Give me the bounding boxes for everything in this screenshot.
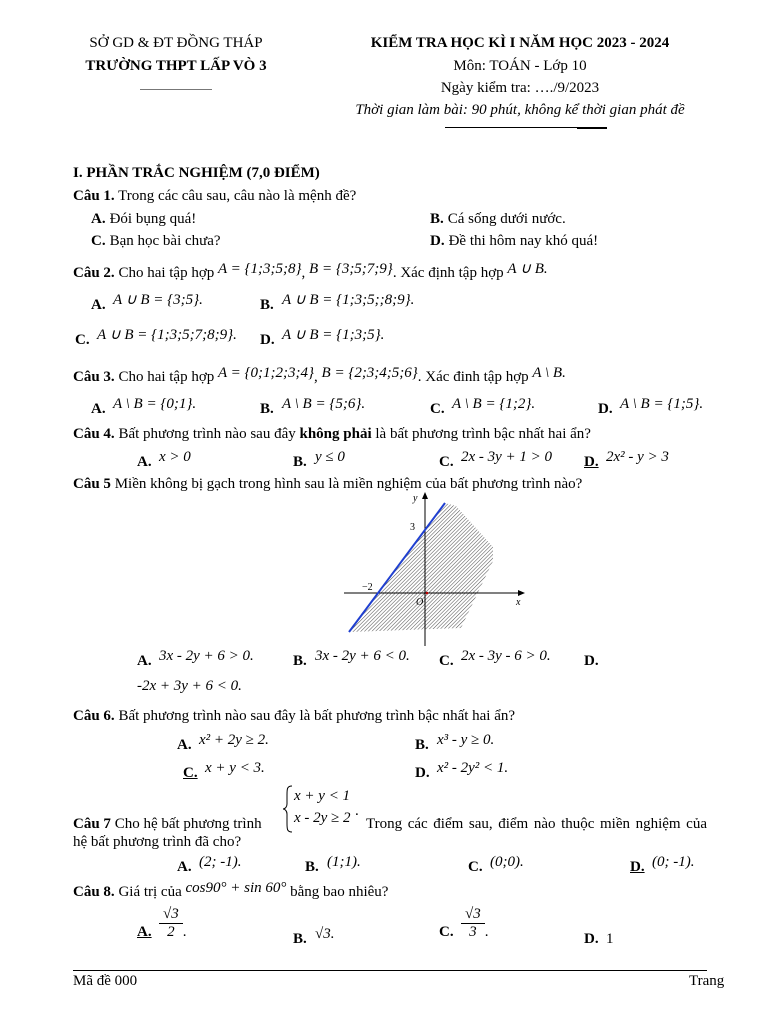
question-text: Cho hai tập hợp xyxy=(118,369,215,385)
option-letter: B. xyxy=(293,454,307,470)
y-axis-arrow-icon xyxy=(422,492,428,499)
option-letter: A. xyxy=(137,653,152,669)
option-letter: B. xyxy=(293,931,307,947)
footer-divider xyxy=(73,970,707,971)
solution-region-graph xyxy=(340,490,530,650)
option-math: x² - 2y² < 1. xyxy=(437,760,509,776)
question-1 xyxy=(73,187,356,205)
option-math: (1;1). xyxy=(327,854,361,870)
q1-option-d xyxy=(430,232,598,250)
q3-option-a xyxy=(91,395,197,417)
option-letter: B. xyxy=(305,859,319,875)
option-letter-marked: D. xyxy=(584,454,599,470)
option-letter: B. xyxy=(415,737,429,753)
option-math: x > 0 xyxy=(159,449,191,465)
option-letter-marked: A. xyxy=(137,924,152,940)
option-letter-marked: C. xyxy=(183,765,198,781)
option-letter: B. xyxy=(293,653,307,669)
option-letter: B. xyxy=(430,211,444,227)
question-text: Cho hai tập hợp xyxy=(118,265,215,281)
exam-code: Mã đề 000 xyxy=(73,973,138,989)
exam-duration: Thời gian làm bài: 90 phút, không kể thời gian phát đề xyxy=(355,102,685,118)
option-letter: C. xyxy=(430,401,445,417)
question-text: Trong các câu sau, câu nào là mệnh đề? xyxy=(118,188,357,204)
option-math: 2x - 3y - 6 > 0. xyxy=(461,648,551,664)
option-end: . xyxy=(484,924,489,940)
department-name: SỞ GD & ĐT ĐỒNG THÁP xyxy=(89,35,263,51)
question-3 xyxy=(73,365,566,386)
system-brace-icon xyxy=(282,785,294,833)
q7-option-a xyxy=(177,853,242,875)
fraction-numerator: √3 xyxy=(159,906,183,924)
set-b-expression: B = {3;5;7;9} xyxy=(309,261,393,277)
question-text-continued: Trong các điểm sau, điểm nào thuộc miền nghiệm của xyxy=(366,816,707,832)
set-a-expression: A = {1;3;5;8} xyxy=(218,261,302,277)
question-label: Câu 6. xyxy=(73,708,115,724)
school-name: TRƯỜNG THPT LẤP VÒ 3 xyxy=(85,58,267,74)
question-7 xyxy=(73,815,262,833)
option-end: . xyxy=(182,924,187,940)
fraction xyxy=(461,906,485,941)
option-letter: A. xyxy=(91,401,106,417)
y-tick-label: 3 xyxy=(410,522,415,533)
q5-option-b xyxy=(293,647,410,669)
option-letter: D. xyxy=(415,765,430,781)
q8-option-c xyxy=(439,906,488,941)
fraction xyxy=(159,906,183,941)
option-text: Đói bụng quá! xyxy=(109,211,197,227)
q2-option-a xyxy=(91,291,203,313)
q5-option-d xyxy=(584,647,606,669)
set-b-expression: B = {2;3;4;5;6} xyxy=(321,365,418,381)
question-label: Câu 5 xyxy=(73,476,111,492)
trig-expression: cos90° + sin 60° xyxy=(185,880,287,896)
option-math: x² + 2y ≥ 2. xyxy=(199,732,269,748)
option-math: y ≤ 0 xyxy=(315,449,345,465)
q3-option-d xyxy=(598,395,704,417)
q8-option-a xyxy=(137,906,186,941)
option-letter: B. xyxy=(260,297,274,313)
y-axis-label: y xyxy=(413,493,418,504)
q7-option-b xyxy=(305,853,361,875)
option-math: A \ B = {5;6}. xyxy=(282,396,366,412)
q1-option-b xyxy=(430,210,566,228)
option-math: x + y < 3. xyxy=(205,760,265,776)
option-math: (0;0). xyxy=(490,854,524,870)
option-math: A \ B = {0;1}. xyxy=(113,396,197,412)
option-math: 2x - 3y + 1 > 0 xyxy=(461,449,553,465)
option-letter: C. xyxy=(439,454,454,470)
system-end-period: . xyxy=(355,803,359,819)
q7-option-d xyxy=(630,853,695,875)
origin-marker xyxy=(426,592,429,595)
question-text-after: . Xác định tập hợp xyxy=(392,265,504,281)
q8-option-b xyxy=(293,925,335,947)
separator: , xyxy=(314,369,318,385)
question-label: Câu 1. xyxy=(73,188,115,204)
option-letter: D. xyxy=(584,931,599,947)
origin-label: O xyxy=(416,597,424,608)
option-math: 2x² - y > 3 xyxy=(606,449,669,465)
question-label: Câu 4. xyxy=(73,426,115,442)
section-title: I. PHẦN TRẮC NGHIỆM (7,0 ĐIỂM) xyxy=(73,165,320,181)
x-axis-arrow-icon xyxy=(518,590,525,596)
q1-option-c xyxy=(91,232,221,250)
q1-option-a xyxy=(91,210,196,228)
q3-option-b xyxy=(260,395,366,417)
option-letter: A. xyxy=(91,211,106,227)
hatched-region xyxy=(349,503,493,632)
question-text: Bất phương trình nào sau đây là bất phương trình bậc nhất hai ẩn? xyxy=(118,708,516,724)
option-text: 1 xyxy=(606,931,614,947)
exam-subject: Môn: TOÁN - Lớp 10 xyxy=(453,58,587,74)
option-letter: A. xyxy=(177,859,192,875)
option-letter: B. xyxy=(260,401,274,417)
q8-option-d xyxy=(584,930,614,948)
q2-option-b xyxy=(260,291,415,313)
option-letter: A. xyxy=(91,297,106,313)
school-underline xyxy=(140,89,212,90)
question-text-after: . Xác đinh tập hợp xyxy=(417,369,529,385)
question-text-wrap: hệ bất phương trình đã cho? xyxy=(73,834,242,850)
option-text: Cá sống dưới nước. xyxy=(447,211,566,227)
fraction-denominator: 3 xyxy=(469,924,477,940)
q2-option-d xyxy=(260,326,385,348)
option-letter: C. xyxy=(75,332,90,348)
page-label: Trang xyxy=(689,973,725,989)
fraction-denominator: 2 xyxy=(167,924,175,940)
question-label: Câu 2. xyxy=(73,265,115,281)
option-text: Bạn học bài chưa? xyxy=(109,233,221,249)
question-text-after: bằng bao nhiêu? xyxy=(290,884,389,900)
question-text: Bất phương trình nào sau đây xyxy=(118,426,296,442)
option-math: 3x - 2y + 6 > 0. xyxy=(159,648,254,664)
question-2 xyxy=(73,261,548,282)
q5-option-d-math xyxy=(137,677,242,695)
option-letter: C. xyxy=(439,924,454,940)
option-letter: D. xyxy=(430,233,445,249)
separator: , xyxy=(301,265,306,281)
fraction-numerator: √3 xyxy=(461,906,485,924)
option-letter: A. xyxy=(177,737,192,753)
option-math: A ∪ B = {1;3;5;;8;9}. xyxy=(282,292,415,308)
x-axis-label: x xyxy=(516,597,521,608)
question-4 xyxy=(73,425,591,443)
x-tick-label: −2 xyxy=(362,582,373,593)
set-a-expression: A = {0;1;2;3;4} xyxy=(218,365,315,381)
option-math: √3. xyxy=(315,926,335,942)
option-text: Đề thi hôm nay khó quá! xyxy=(448,233,599,249)
option-letter: C. xyxy=(91,233,106,249)
q7-option-c xyxy=(468,853,524,875)
exam-title: KIỂM TRA HỌC KÌ I NĂM HỌC 2023 - 2024 xyxy=(370,35,670,51)
system-inequality-1: x + y < 1 xyxy=(294,788,351,804)
system-inequality-2: x - 2y ≥ 2 xyxy=(294,810,351,826)
option-math: x³ - y ≥ 0. xyxy=(437,732,495,748)
q4-option-b xyxy=(293,448,345,470)
option-letter: D. xyxy=(584,653,599,669)
option-math: (0; -1). xyxy=(652,854,695,870)
question-text: Cho hệ bất phương trình xyxy=(114,816,262,832)
question-emphasis: không phải xyxy=(299,426,372,442)
question-label: Câu 3. xyxy=(73,369,115,385)
q6-option-b xyxy=(415,731,495,753)
question-label: Câu 8. xyxy=(73,884,115,900)
question-6 xyxy=(73,707,515,725)
option-letter-marked: D. xyxy=(630,859,645,875)
option-letter: D. xyxy=(260,332,275,348)
question-text-after: là bất phương trình bậc nhất hai ẩn? xyxy=(375,426,591,442)
q5-option-a xyxy=(137,647,254,669)
option-letter: D. xyxy=(598,401,613,417)
target-expression: A \ B. xyxy=(532,365,566,381)
option-math: A \ B = {1;5}. xyxy=(620,396,704,412)
q4-option-d xyxy=(584,448,669,470)
question-text: Miền không bị gạch trong hình sau là miền nghiệm của bất phương trình nào? xyxy=(114,476,583,492)
question-8 xyxy=(73,880,389,901)
question-text: Giá trị của xyxy=(118,884,182,900)
question-label: Câu 7 xyxy=(73,816,111,832)
option-math: A \ B = {1;2}. xyxy=(452,396,536,412)
option-math: (2; -1). xyxy=(199,854,242,870)
q4-option-a xyxy=(137,448,191,470)
q6-option-c xyxy=(183,759,265,781)
option-letter: C. xyxy=(468,859,483,875)
option-letter: C. xyxy=(439,653,454,669)
q4-option-c xyxy=(439,448,553,470)
option-math: -2x + 3y + 6 < 0. xyxy=(137,678,242,694)
option-math: A ∪ B = {3;5}. xyxy=(113,292,203,308)
q6-option-d xyxy=(415,759,509,781)
target-expression: A ∪ B. xyxy=(507,261,548,277)
option-math: 3x - 2y + 6 < 0. xyxy=(315,648,410,664)
q3-option-c xyxy=(430,395,536,417)
option-letter: A. xyxy=(137,454,152,470)
exam-date: Ngày kiểm tra: …./9/2023 xyxy=(440,80,600,96)
option-math: A ∪ B = {1;3;5}. xyxy=(282,327,385,343)
q2-option-c xyxy=(75,326,237,348)
header-divider-accent xyxy=(577,127,607,129)
option-math: A ∪ B = {1;3;5;7;8;9}. xyxy=(97,327,237,343)
q6-option-a xyxy=(177,731,269,753)
q5-option-c xyxy=(439,647,551,669)
